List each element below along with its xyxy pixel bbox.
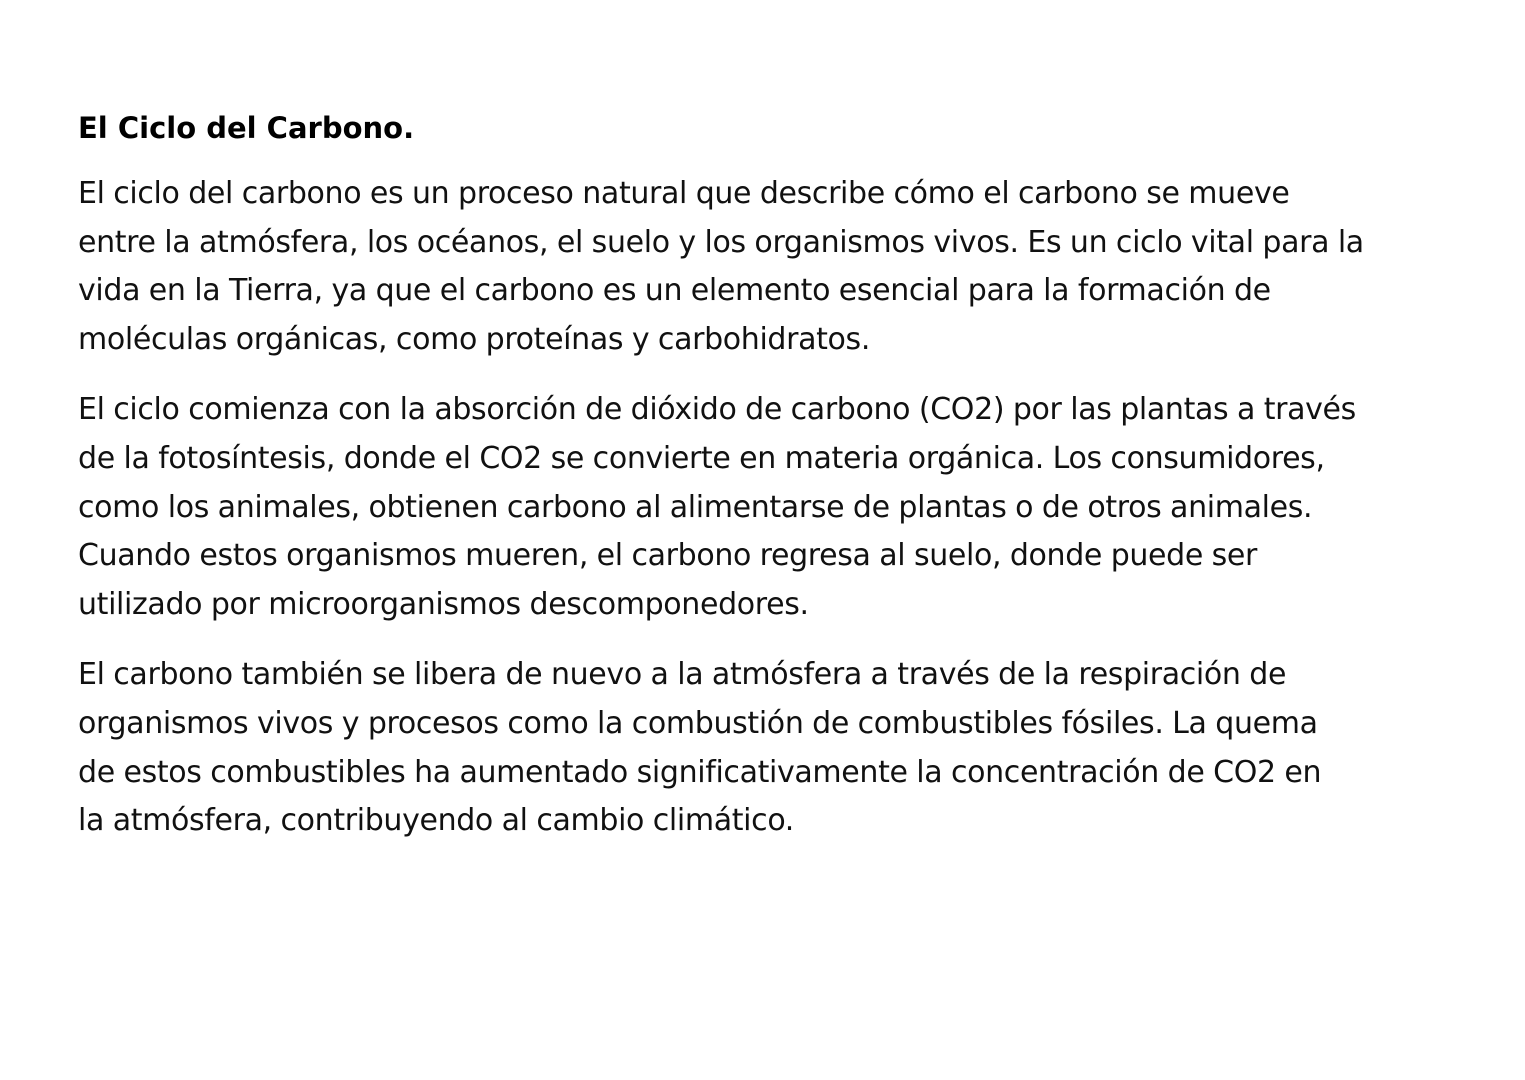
paragraph-process: [78, 386, 1518, 629]
paragraph-line: utilizado por microorganismos descomponedores.: [78, 586, 809, 622]
paragraph-line: de estos combustibles ha aumentado significativamente la concentración de CO2 en: [78, 754, 1322, 790]
paragraph-intro: [78, 170, 1518, 364]
paragraph-release: [78, 651, 1518, 845]
page-title: El Ciclo del Carbono.: [78, 111, 415, 145]
paragraph-line: El carbono también se libera de nuevo a la atmósfera a través de la respiración de: [78, 657, 1287, 693]
paragraph-line: organismos vivos y procesos como la combustión de combustibles fósiles. La quema: [78, 705, 1318, 741]
paragraph-line: de la fotosíntesis, donde el CO2 se convierte en materia orgánica. Los consumidores,: [78, 440, 1325, 476]
paragraph-line: como los animales, obtienen carbono al alimentarse de plantas o de otros animales.: [78, 489, 1313, 525]
paragraph-line: la atmósfera, contribuyendo al cambio climático.: [78, 803, 794, 839]
paragraph-line: Cuando estos organismos mueren, el carbono regresa al suelo, donde puede ser: [78, 538, 1258, 574]
paragraph-line: moléculas orgánicas, como proteínas y carbohidratos.: [78, 321, 871, 357]
paragraph-line: entre la atmósfera, los océanos, el suelo y los organismos vivos. Es un ciclo vital para la: [78, 224, 1364, 260]
document-page: [78, 108, 1518, 868]
paragraph-line: El ciclo comienza con la absorción de dióxido de carbono (CO2) por las plantas a través: [78, 392, 1356, 428]
paragraph-line: El ciclo del carbono es un proceso natural que describe cómo el carbono se mueve: [78, 176, 1290, 211]
paragraph-line: vida en la Tierra, ya que el carbono es un elemento esencial para la formación de: [78, 273, 1271, 309]
